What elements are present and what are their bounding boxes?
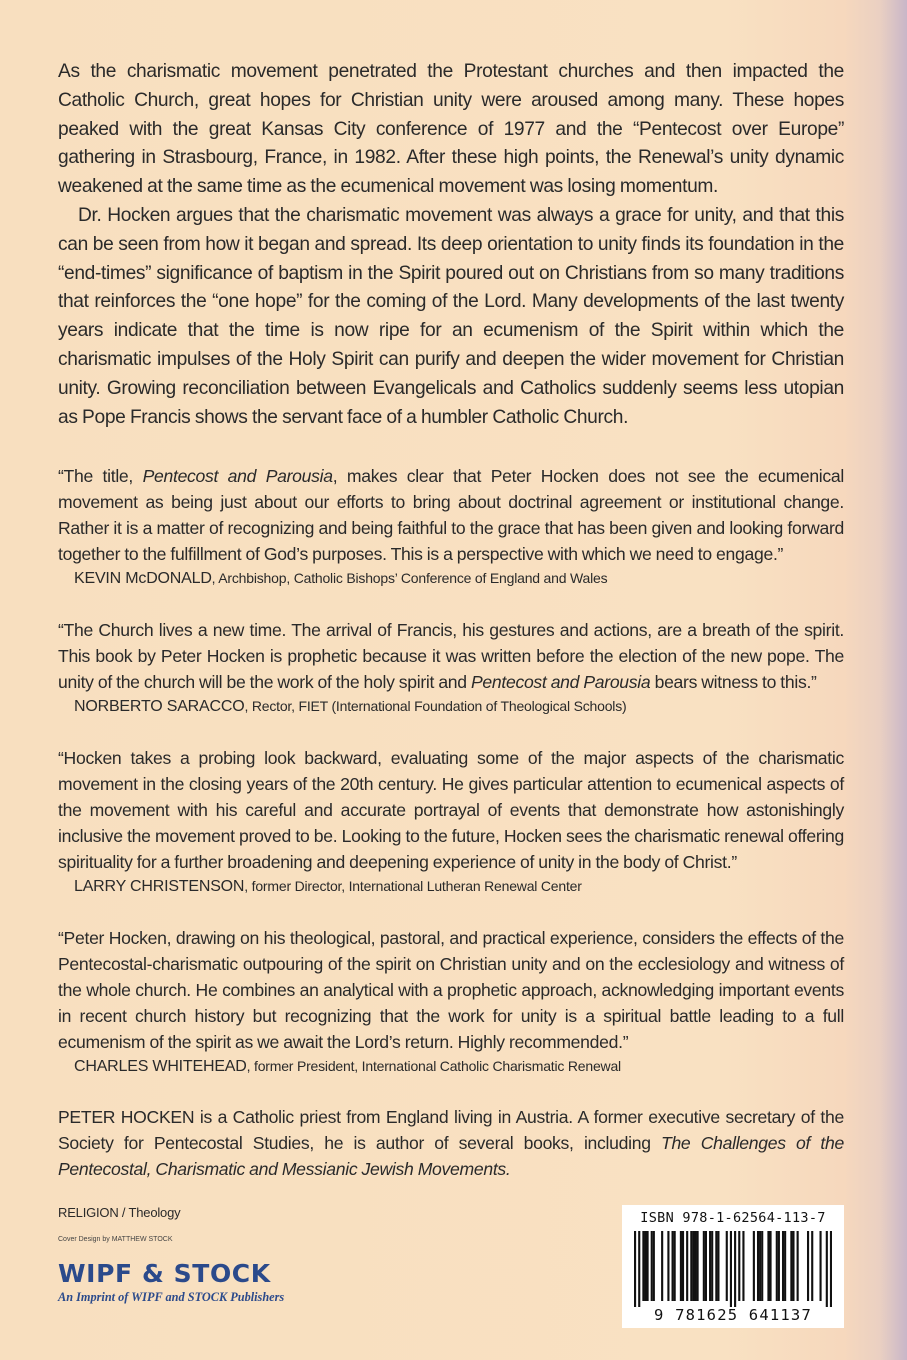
endorsement-text: “The Church lives a new time. The arrival of Francis, his gestures and actions, are a breath of the spirit. This book by Peter Hocken is prophetic because it was written before the election of the new pope. The unity of the church will be the work of the holy spirit and Pentecost and Parousia bears witness to this.” bbox=[58, 620, 844, 693]
isbn-label: ISBN 978-1-62564-113-7 bbox=[640, 1210, 826, 1226]
endorsement-attribution bbox=[58, 875, 844, 898]
barcode-bar bbox=[644, 1231, 646, 1301]
category-label: RELIGION / Theology bbox=[58, 1205, 181, 1220]
endorsement-saracco bbox=[58, 617, 844, 718]
blurb-paragraph: Dr. Hocken argues that the charismatic movement was always a grace for unity, and that this can be seen from how it began and spread. Its deep orientation to unity finds its foundation in the “end-times” significance of baptism in the Spirit poured out on Christians from so many traditions that reinforces the “one hope” for the coming of the Lord. Many developments of the last twenty years indicate that the time is now ripe for an ecumenism of the Spirit within which the charismatic impulses of the Holy Spirit can purify and deepen the wider movement for Christian unity. Growing reconciliation between Evangelicals and Catholics suddenly seems less utopian as Pope Francis shows the servant face of a humbler Catholic Church. bbox=[58, 204, 844, 428]
barcode-bar bbox=[811, 1231, 813, 1301]
barcode-bar bbox=[759, 1231, 761, 1301]
barcode-bar bbox=[819, 1231, 821, 1301]
barcode-bar bbox=[792, 1231, 794, 1301]
barcode-bar bbox=[807, 1231, 809, 1301]
endorsement-text: “Peter Hocken, drawing on his theological, pastoral, and practical experience, considers the effects of the Pentecostal-charismatic outpouring of the spirit on Christian unity and on the ecclesiology and witness of the whole church. He combines an analytical with a prophetic approach, acknowledging important events in recent church history but recognizing that the work for unity is a spiritual battle leading to a full ecumenism of the spirit as we await the Lord’s return. Highly recommended.” bbox=[58, 928, 844, 1053]
barcode-bar bbox=[782, 1231, 784, 1301]
barcode-bar bbox=[709, 1231, 711, 1301]
barcode-bar bbox=[647, 1231, 649, 1301]
endorser-role: , former Director, International Lutheran Renewal Center bbox=[244, 878, 582, 895]
barcode-bar bbox=[638, 1231, 640, 1307]
barcode-bar bbox=[790, 1231, 792, 1301]
author-bio-text: PETER HOCKEN is a Catholic priest from England living in Austria. A former executive secretary of the Society for Pentecostal Studies, he is author of several books, including The Challenges of the Pentecostal, Charismatic and Messianic Jewish Movements. bbox=[58, 1107, 844, 1180]
barcode-bar bbox=[778, 1231, 780, 1301]
blurb-paragraph: As the charismatic movement penetrated the Protestant churches and then impacted the Catholic Church, great hopes for Christian unity were aroused among many. These hopes peaked with the great Kansas City conference of 1977 and the “Pentecost over Europe” gathering in Strasbourg, France, in 1982. After these high points, the Renewal’s unity dynamic weakened at the same time as the ecumenical movement was losing momentum. bbox=[58, 61, 844, 198]
barcode-bar bbox=[738, 1231, 740, 1301]
endorser-name: NORBERTO SARACCO bbox=[74, 698, 245, 716]
endorsement-mcdonald bbox=[58, 463, 844, 590]
book-title: Pentecost and Parousia bbox=[470, 672, 651, 693]
endorsement-christenson bbox=[58, 745, 844, 898]
barcode-bar bbox=[661, 1231, 663, 1301]
endorser-role: , Rector, FIET (International Foundation of Theological Schools) bbox=[244, 698, 627, 715]
barcode-bar bbox=[776, 1231, 778, 1301]
barcode-bar bbox=[705, 1231, 707, 1301]
barcode-bar bbox=[769, 1231, 771, 1301]
endorsement-whitehead bbox=[58, 925, 844, 1078]
barcode-bar bbox=[826, 1231, 828, 1307]
barcode-bars bbox=[634, 1231, 832, 1307]
barcode-bar bbox=[784, 1231, 786, 1301]
barcode-bar bbox=[667, 1231, 669, 1301]
endorser-name: KEVIN McDONALD bbox=[74, 570, 212, 588]
publisher-logo: WIPF & STOCK bbox=[58, 1259, 271, 1288]
author-name: PETER HOCKEN bbox=[58, 1107, 195, 1128]
barcode-bar bbox=[767, 1231, 769, 1301]
author-bio bbox=[58, 1104, 844, 1182]
barcode-bar bbox=[694, 1231, 696, 1301]
back-cover-content bbox=[58, 58, 844, 1182]
barcode-bar bbox=[690, 1231, 692, 1301]
barcode-bar bbox=[634, 1231, 636, 1307]
barcode-bar bbox=[682, 1231, 684, 1301]
barcode-bar bbox=[692, 1231, 694, 1301]
endorsement-text: “Hocken takes a probing look backward, evaluating some of the major aspects of the charismatic movement in the closing years of the 20th century. He gives particular attention to ecumenical aspects of the movement with his careful and accurate portrayal of events that demonstrate how astonishingly inclusive the movement proved to be. Looking to the future, Hocken sees the charismatic renewal offering spirituality for a further broadening and deepening experience of unity in the body of Christ.” bbox=[58, 748, 844, 873]
barcode-bar bbox=[734, 1231, 736, 1307]
barcode-bar bbox=[753, 1231, 755, 1301]
barcode-bar bbox=[761, 1231, 763, 1301]
barcode-bar bbox=[672, 1231, 674, 1301]
barcode-bar bbox=[653, 1231, 655, 1301]
endorser-name: CHARLES WHITEHEAD bbox=[74, 1058, 247, 1076]
blurb bbox=[58, 58, 844, 432]
barcode-bar bbox=[757, 1231, 759, 1301]
book-title: The Challenges of the Pentecostal, Charismatic and Messianic Jewish Movements. bbox=[58, 1133, 844, 1180]
barcode-bar bbox=[797, 1231, 799, 1301]
isbn-barcode bbox=[622, 1205, 844, 1328]
publisher-imprint: An Imprint of WIPF and STOCK Publishers bbox=[58, 1290, 285, 1304]
barcode-bar bbox=[730, 1231, 732, 1307]
endorser-role: , former President, International Catholic Charismatic Renewal bbox=[246, 1058, 621, 1075]
barcode-bar bbox=[686, 1231, 688, 1301]
endorser-role: , Archbishop, Catholic Bishops’ Conference of England and Wales bbox=[211, 570, 608, 587]
barcode-number: 9 781625 641137 bbox=[654, 1306, 812, 1324]
barcode-bar bbox=[717, 1231, 719, 1301]
barcode-bar bbox=[651, 1231, 653, 1301]
endorsement-attribution bbox=[58, 1055, 844, 1078]
barcode-bar bbox=[711, 1231, 713, 1301]
book-title: Pentecost and Parousia bbox=[142, 466, 333, 487]
barcode-bar bbox=[697, 1231, 699, 1301]
endorsements bbox=[58, 463, 844, 1078]
barcode-bar bbox=[726, 1231, 728, 1301]
endorsement-attribution bbox=[58, 695, 844, 718]
barcode-bar bbox=[680, 1231, 682, 1301]
barcode-bar bbox=[742, 1231, 744, 1301]
endorsement-text: “The title, Pentecost and Parousia, makes clear that Peter Hocken does not see the ecumenical movement as being just about our efforts to bring about doctrinal agreement or institutional change. Rather it is a matter of recognizing and being faithful to the grace that has been given and looking forward together to the fulfillment of God’s purposes. This is a perspective with which we need to engage.” bbox=[58, 466, 844, 565]
endorser-name: LARRY CHRISTENSON bbox=[74, 878, 245, 896]
cover-design-credit: Cover Design by MATTHEW STOCK bbox=[58, 1236, 173, 1243]
barcode-bar bbox=[642, 1231, 644, 1301]
endorsement-attribution bbox=[58, 567, 844, 590]
barcode-bar bbox=[715, 1231, 717, 1301]
barcode-bar bbox=[830, 1231, 832, 1307]
barcode-bar bbox=[703, 1231, 705, 1301]
barcode-bar bbox=[674, 1231, 676, 1301]
